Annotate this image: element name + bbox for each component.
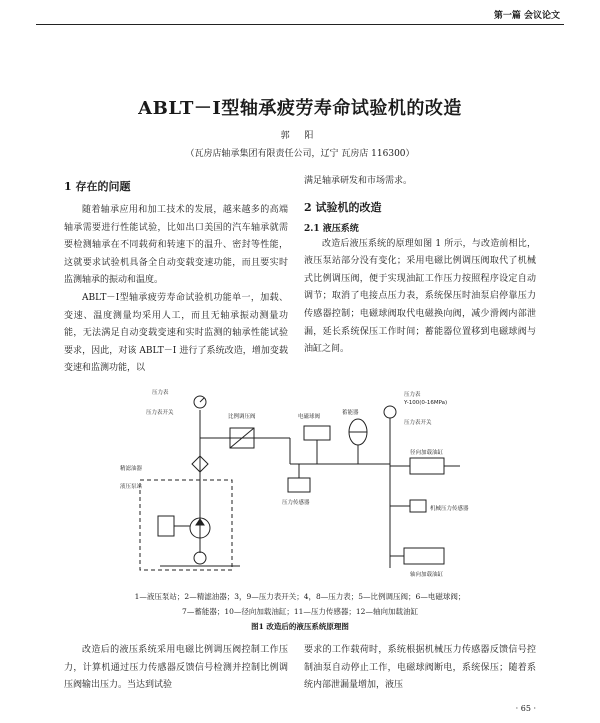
hydraulic-diagram [60,388,540,588]
bottom-right-column: 要求的工作载荷时，系统根据机械压力传感器反馈信号控制油泵自动停止工作，电磁球阀断电，系统保压；随着系统内部泄漏量增加，液压 [304,645,536,691]
label-axial-cylinder: 轴向加载油缸 [410,572,444,578]
paragraph-4: 改造后的液压系统采用电磁比例调压阀控制工作压力，计算机通过压力传感器反馈信号检测并控制比例调压阀输出压力。当达到试验 [64,645,288,691]
ball-valve-symbol [304,426,330,440]
radial-cylinder-symbol [410,458,444,474]
figure-legend-line-1: 1—液压泵站；2—精滤油器；3，9—压力表开关；4，8—压力表；5—比例调压阀；6—电磁球阀； [134,592,466,601]
label-ball-valve: 电磁球阀 [298,414,321,420]
label-gauge-range: Y-100(0-16MPa) [404,400,448,406]
label-pressure-sensor: 压力传感器 [282,500,310,506]
pump-station-box [140,480,232,570]
label-filter: 精滤油器 [120,466,143,472]
label-sensor-2: 机械压力传感器 [430,506,469,512]
pressure-sensor-symbol [288,478,310,492]
section-1-heading: 1 存在的问题 [64,180,131,193]
label-prop-valve: 比例调压阀 [228,414,256,420]
paragraph-cont: 满足轴承研发和市场需求。 [304,176,413,186]
paragraph-1: 随着轴承应用和加工技术的发展，越来越多的高端轴承需要进行性能试验，比如出口美国的汽车轴承就需要检测轴承在不同载荷和转速下的温升、密封等性能，这就要求试验机具备全自动变载变速功能，而且要实时监测轴承的振动和温度。 [64,205,288,286]
left-column [64,178,288,378]
label-accumulator: 蓄能器 [342,410,359,416]
header-rule [36,24,564,25]
subsection-2-1-heading: 2.1 液压系统 [304,223,359,234]
paper-title: ABLT－Ⅰ型轴承疲劳寿命试验机的改造 [138,98,462,119]
section-2-heading: 2 试验机的改造 [304,200,382,214]
right-column [304,173,536,359]
paragraph-2: ABLT－Ⅰ型轴承疲劳寿命试验机功能单一，加载、变速、温度测量均采用人工，而且无轴承振动测量功能，无法满足自动变载变速和实时监测的轴承性能试验要求，因此，对该 ABLT－Ⅰ 进行了系统改造，增加变载变速和监测功能，以 [64,292,288,374]
axial-cylinder-symbol [404,548,444,564]
bottom-left-column [64,642,288,695]
figure-legend-line-2: 7—蓄能器；10—径向加载油缸；11—压力传感器；12—轴向加载油缸 [182,607,418,616]
label-pressure-gauge-2: 压力表 [404,392,421,398]
label-radial-cylinder: 径向加载油缸 [410,450,444,456]
label-gauge-switch: 压力表开关 [404,420,432,426]
label-pump-station: 液压泵站 [120,484,143,490]
author: 郭 阳 [280,131,320,141]
figure-caption: 图1 改造后的液压系统原理图 [251,622,349,631]
label-pressure-gauge: 压力表 [152,390,169,396]
page-number: · 65 · [515,704,536,713]
pressure-gauge-2-symbol [384,406,396,418]
label-pressure-switch: 压力表开关 [146,410,174,416]
affiliation: （瓦房店轴承集团有限责任公司，辽宁 瓦房店 116300） [185,149,415,159]
running-head: 第一篇 会议论文 [493,11,560,21]
paragraph-3: 改造后液压系统的原理如图 1 所示，与改造前相比，液压泵站部分没有变化；采用电磁比例调压阀取代了机械式比例调压阀，便于实现油缸工作压力按照程序设定自动调节；取消了电接点压力表，系统保压时油泵启停靠压力传感器控制；电磁球阀取代电磁换向阀，减少滑阀内部泄漏，延长系统保压工作时间；蓄能器位置移到电磁球阀与油缸之间。 [304,238,536,355]
